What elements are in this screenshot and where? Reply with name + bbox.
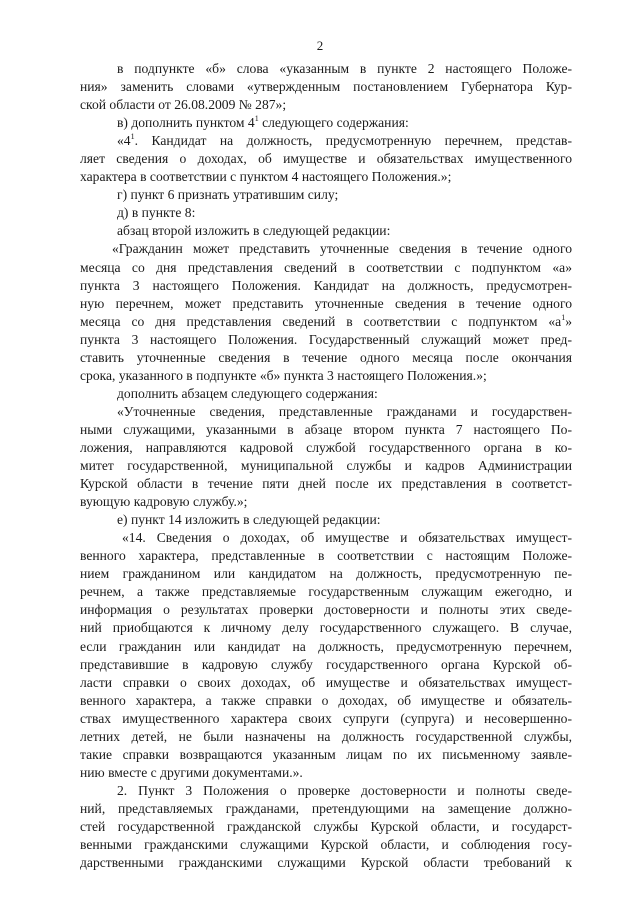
line-text: ложения, направляются кадровой службой государственного органа в ко- [80, 439, 572, 455]
text-line [80, 60, 572, 78]
text-line [80, 168, 572, 186]
text-line [80, 656, 572, 674]
line-text: ставить уточненные сведения в течение одного месяца после окончания [80, 349, 572, 365]
text-line [80, 96, 572, 114]
line-text: срока, указанного в подпункте «б» пункта 3 настоящего Положения.»; [80, 367, 487, 383]
document-body [80, 60, 572, 872]
line-text: митет государственной, муниципальной службы и кадров Администрации [80, 458, 572, 474]
text-line [80, 674, 572, 692]
text-line [80, 421, 572, 439]
line-text: ную перечнем, может представить уточненные сведения в течение одного [80, 295, 572, 311]
text-line [80, 313, 572, 331]
text-line [80, 764, 572, 782]
line-text: пункта 3 настоящего Положения. Кандидат на должность, предусмотрен- [80, 277, 572, 293]
text-line [80, 583, 572, 601]
text-line [80, 692, 572, 710]
text-line [80, 818, 572, 836]
text-line [80, 132, 572, 150]
line-text: ний, представляемых гражданами, претендующими на замещение должно- [80, 800, 572, 816]
line-text-tail: . Кандидат на должность, предусмотренную перечнем, представ- [134, 133, 572, 149]
line-text: венными гражданскими служащими Курской области, и соблюдения госу- [80, 837, 572, 853]
line-text: дополнить абзацем следующего содержания: [117, 385, 378, 401]
line-text: информация о результатах проверки достоверности и полноты этих сведе- [80, 602, 572, 618]
line-text: ской области от 26.08.2009 № 287»; [80, 97, 287, 113]
page-number: 2 [316, 38, 324, 53]
line-text: в) дополнить пунктом 4 [117, 115, 255, 131]
line-text: летних детей, не были назначены на должность государственной службы, [80, 728, 572, 744]
line-text: пункта 3 настоящего Положения. Государственный служащий может пред- [80, 331, 572, 347]
text-line [80, 547, 572, 565]
line-text: «Уточненные сведения, представленные гражданами и государствен- [117, 403, 572, 419]
line-text: месяца со дня представления сведений в соответствии с подпунктом «а [80, 313, 562, 329]
text-line [80, 457, 572, 475]
line-text: «4 [117, 133, 131, 149]
line-text: характера в соответствии с пунктом 4 настоящего Положения.»; [80, 169, 452, 185]
text-line [80, 331, 572, 349]
text-line [80, 403, 572, 421]
line-text: 2. Пункт 3 Положения о проверке достоверности и полноты сведе- [117, 782, 572, 798]
line-text: речнем, а также представляемые государственным служащим ежегодно, и [80, 584, 572, 600]
superscript: 1 [561, 312, 566, 322]
line-text-tail: » [565, 313, 572, 329]
text-line [80, 295, 572, 313]
text-line [80, 439, 572, 457]
line-text: г) пункт 6 признать утратившим силу; [117, 187, 339, 203]
text-line [80, 475, 572, 493]
text-line [80, 493, 572, 511]
line-text: ний приобщаются к личному делу государственного служащего. В случае, [80, 620, 572, 636]
line-text: представившие в кадровую службу государственного органа Курской об- [80, 656, 572, 672]
line-text: в подпункте «б» слова «указанным в пункте 2 настоящего Положе- [117, 61, 572, 76]
text-line [80, 529, 572, 547]
line-text: дарственными гражданскими служащими Курской области требований к [80, 855, 572, 871]
line-text: нием гражданином или кандидатом на должность, предусмотренную пе- [80, 566, 572, 582]
text-line [80, 222, 572, 240]
text-line [80, 565, 572, 583]
line-text: «14. Сведения о доходах, об имуществе и обязательствах имущест- [122, 530, 572, 546]
line-text: вующую кадровую службу.»; [80, 494, 248, 510]
text-line [80, 746, 572, 764]
superscript: 1 [130, 132, 135, 142]
line-text: ными служащими, указанными в абзаце втором пункта 7 настоящего По- [80, 421, 572, 437]
text-line [80, 511, 572, 529]
line-text: венного характера, представленные в соответствии с настоящим Положе- [80, 548, 572, 564]
text-line [80, 710, 572, 728]
line-text: месяца со дня представления сведений в соответствии с подпунктом «а» [80, 259, 572, 275]
text-line [80, 782, 572, 800]
text-line [80, 204, 572, 222]
text-line [80, 638, 572, 656]
line-text: стей государственной гражданской службы Курской области, и государст- [80, 818, 572, 834]
text-line [80, 150, 572, 168]
line-text: «Гражданин может представить уточненные сведения в течение одного [112, 241, 572, 257]
text-line [80, 601, 572, 619]
text-line [80, 367, 572, 385]
line-text: ния» заменить словами «утвержденным постановлением Губернатора Кур- [80, 79, 572, 95]
text-line [80, 259, 572, 277]
line-text: Курской области в течение пяти дней после их представления в соответст- [80, 476, 572, 492]
line-text: венного характера, а также справки о доходах, об имуществе и обязатель- [80, 692, 572, 708]
line-text: е) пункт 14 изложить в следующей редакции: [117, 512, 381, 528]
text-line [80, 800, 572, 818]
line-text: такие справки возвращаются указанным лицам по их письменному заявле- [80, 746, 572, 762]
text-line [80, 385, 572, 403]
text-line [80, 240, 572, 258]
line-text: ствах имущественного характера своих супруги (супруга) и несовершенно- [80, 710, 572, 726]
line-text: нию вместе с другими документами.». [80, 764, 303, 780]
text-line [80, 619, 572, 637]
text-line [80, 349, 572, 367]
text-line [80, 728, 572, 746]
text-line [80, 277, 572, 295]
line-text: ляет сведения о доходах, об имуществе и обязательствах имущественного [80, 151, 572, 167]
text-line [80, 114, 572, 132]
line-text-tail: следующего содержания: [258, 115, 409, 131]
line-text: ласти справки о своих доходах, об имуществе и обязательствах имущест- [80, 674, 572, 690]
line-text: абзац второй изложить в следующей редакции: [117, 223, 391, 239]
text-line [80, 836, 572, 854]
text-line [80, 854, 572, 872]
text-line [80, 186, 572, 204]
line-text: если гражданин или кандидат на должность, предусмотренную перечнем, [80, 638, 572, 654]
text-line [80, 78, 572, 96]
superscript: 1 [254, 114, 259, 124]
line-text: д) в пункте 8: [117, 205, 196, 221]
